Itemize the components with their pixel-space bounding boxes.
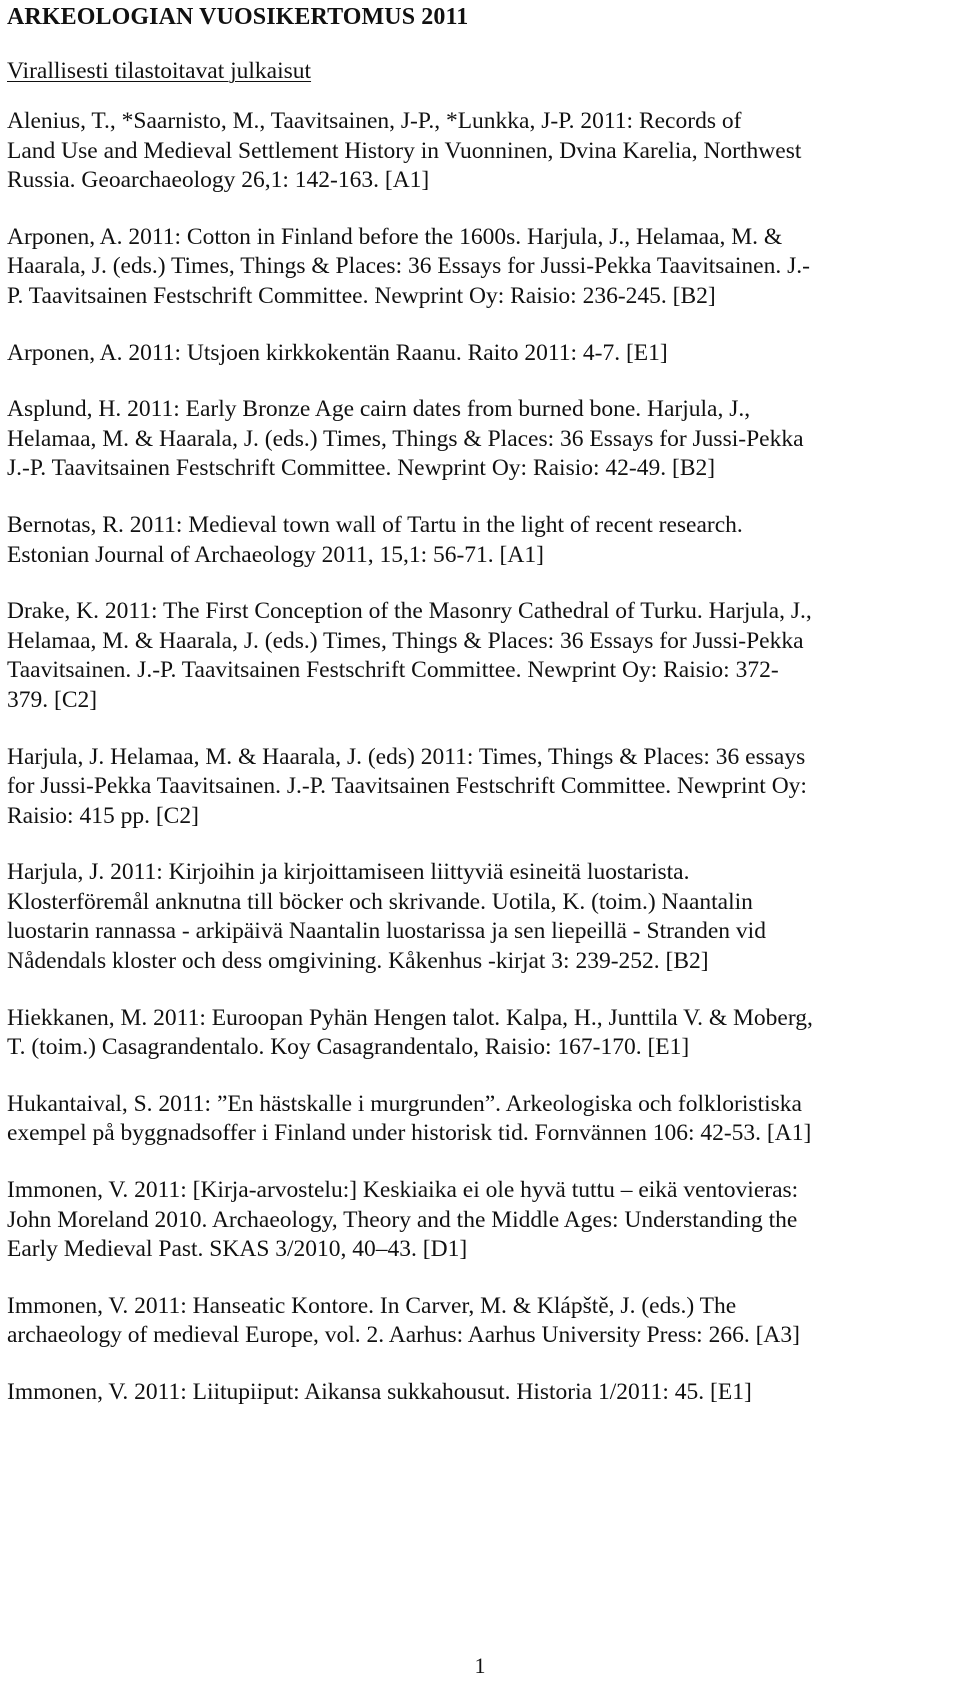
page-number: 1 bbox=[474, 1653, 486, 1678]
bibliography-entry bbox=[7, 743, 953, 832]
bibliography-entry bbox=[7, 1292, 953, 1351]
entry-line: for Jussi-Pekka Taavitsainen. J.-P. Taavitsainen Festschrift Committee. Newprint Oy: bbox=[7, 773, 807, 800]
entry-line: Drake, K. 2011: The First Conception of the Masonry Cathedral of Turku. Harjula, J., bbox=[7, 598, 812, 625]
bibliography-entry bbox=[7, 107, 953, 196]
entry-line: Helamaa, M. & Haarala, J. (eds.) Times, Things & Places: 36 Essays for Jussi-Pekka bbox=[7, 627, 804, 654]
entry-line: P. Taavitsainen Festschrift Committee. Newprint Oy: Raisio: 236-245. [B2] bbox=[7, 282, 716, 309]
bibliography-entry bbox=[7, 339, 953, 369]
entry-line: Hiekkanen, M. 2011: Euroopan Pyhän Hengen talot. Kalpa, H., Junttila V. & Moberg, bbox=[7, 1004, 813, 1031]
entry-line: Immonen, V. 2011: Hanseatic Kontore. In Carver, M. & Klápště, J. (eds.) The bbox=[7, 1292, 737, 1319]
bibliography-entry bbox=[7, 1176, 953, 1265]
entry-line: Harjula, J. Helamaa, M. & Haarala, J. (eds) 2011: Times, Things & Places: 36 essays bbox=[7, 743, 806, 770]
bibliography-entry bbox=[7, 511, 953, 570]
entry-line: Immonen, V. 2011: Liitupiiput: Aikansa sukkahousut. Historia 1/2011: 45. [E1] bbox=[7, 1379, 752, 1405]
bibliography-entry bbox=[7, 858, 953, 976]
bibliography-entry bbox=[7, 597, 953, 715]
entry-line: Immonen, V. 2011: [Kirja-arvostelu:] Keskiaika ei ole hyvä tuttu – eikä ventovieras: bbox=[7, 1177, 799, 1204]
bibliography-entry bbox=[7, 1378, 953, 1408]
entry-line: Hukantaival, S. 2011: ”En hästskalle i murgrunden”. Arkeologiska och folkloristiska bbox=[7, 1090, 802, 1117]
entry-line: Klosterföremål anknutna till böcker och skrivande. Uotila, K. (toim.) Naantalin bbox=[7, 888, 753, 915]
bibliography-entry bbox=[7, 223, 953, 312]
entry-line: Raisio: 415 pp. [C2] bbox=[7, 802, 199, 829]
bibliography-entry bbox=[7, 1090, 953, 1149]
bibliography-list bbox=[7, 107, 953, 1408]
document-title: ARKEOLOGIAN VUOSIKERTOMUS 2011 bbox=[7, 4, 469, 30]
entry-line: archaeology of medieval Europe, vol. 2. Aarhus: Aarhus University Press: 266. [A3] bbox=[7, 1322, 800, 1349]
entry-line: 379. [C2] bbox=[7, 686, 98, 713]
entry-line: exempel på byggnadsoffer i Finland under historisk tid. Fornvännen 106: 42-53. [A1] bbox=[7, 1120, 812, 1147]
entry-line: Harjula, J. 2011: Kirjoihin ja kirjoittamiseen liittyviä esineitä luostarista. bbox=[7, 859, 690, 886]
entry-line: Haarala, J. (eds.) Times, Things & Places: 36 Essays for Jussi-Pekka Taavitsainen. J.- bbox=[7, 253, 810, 280]
entry-line: Estonian Journal of Archaeology 2011, 15,1: 56-71. [A1] bbox=[7, 541, 544, 568]
entry-line: Russia. Geoarchaeology 26,1: 142-163. [A1] bbox=[7, 167, 430, 194]
entry-line: Alenius, T., *Saarnisto, M., Taavitsainen, J-P., *Lunkka, J-P. 2011: Records of bbox=[7, 108, 742, 134]
entry-line: Asplund, H. 2011: Early Bronze Age cairn dates from burned bone. Harjula, J., bbox=[7, 396, 751, 423]
entry-line: Early Medieval Past. SKAS 3/2010, 40–43. [D1] bbox=[7, 1236, 468, 1263]
bibliography-entry bbox=[7, 395, 953, 484]
entry-line: Arponen, A. 2011: Utsjoen kirkkokentän Raanu. Raito 2011: 4-7. [E1] bbox=[7, 339, 668, 366]
entry-line: Arponen, A. 2011: Cotton in Finland before the 1600s. Harjula, J., Helamaa, M. & bbox=[7, 223, 783, 250]
entry-line: T. (toim.) Casagrandentalo. Koy Casagrandentalo, Raisio: 167-170. [E1] bbox=[7, 1034, 690, 1061]
entry-line: J.-P. Taavitsainen Festschrift Committee. Newprint Oy: Raisio: 42-49. [B2] bbox=[7, 455, 716, 482]
entry-line: Bernotas, R. 2011: Medieval town wall of Tartu in the light of recent research. bbox=[7, 511, 743, 538]
document-subtitle: Virallisesti tilastoitavat julkaisut bbox=[7, 58, 312, 84]
entry-line: luostarin rannassa - arkipäivä Naantalin luostarissa ja sen liepeillä - Stranden vid bbox=[7, 918, 766, 945]
entry-line: Nådendals kloster och dess omgivining. Kåkenhus -kirjat 3: 239-252. [B2] bbox=[7, 948, 709, 975]
entry-line: Taavitsainen. J.-P. Taavitsainen Festschrift Committee. Newprint Oy: Raisio: 372- bbox=[7, 657, 779, 684]
document-page bbox=[7, 0, 953, 1435]
entry-line: Land Use and Medieval Settlement History in Vuonninen, Dvina Karelia, Northwest bbox=[7, 137, 802, 164]
bibliography-entry bbox=[7, 1004, 953, 1063]
entry-line: Helamaa, M. & Haarala, J. (eds.) Times, Things & Places: 36 Essays for Jussi-Pekka bbox=[7, 425, 804, 452]
entry-line: John Moreland 2010. Archaeology, Theory and the Middle Ages: Understanding the bbox=[7, 1206, 798, 1233]
